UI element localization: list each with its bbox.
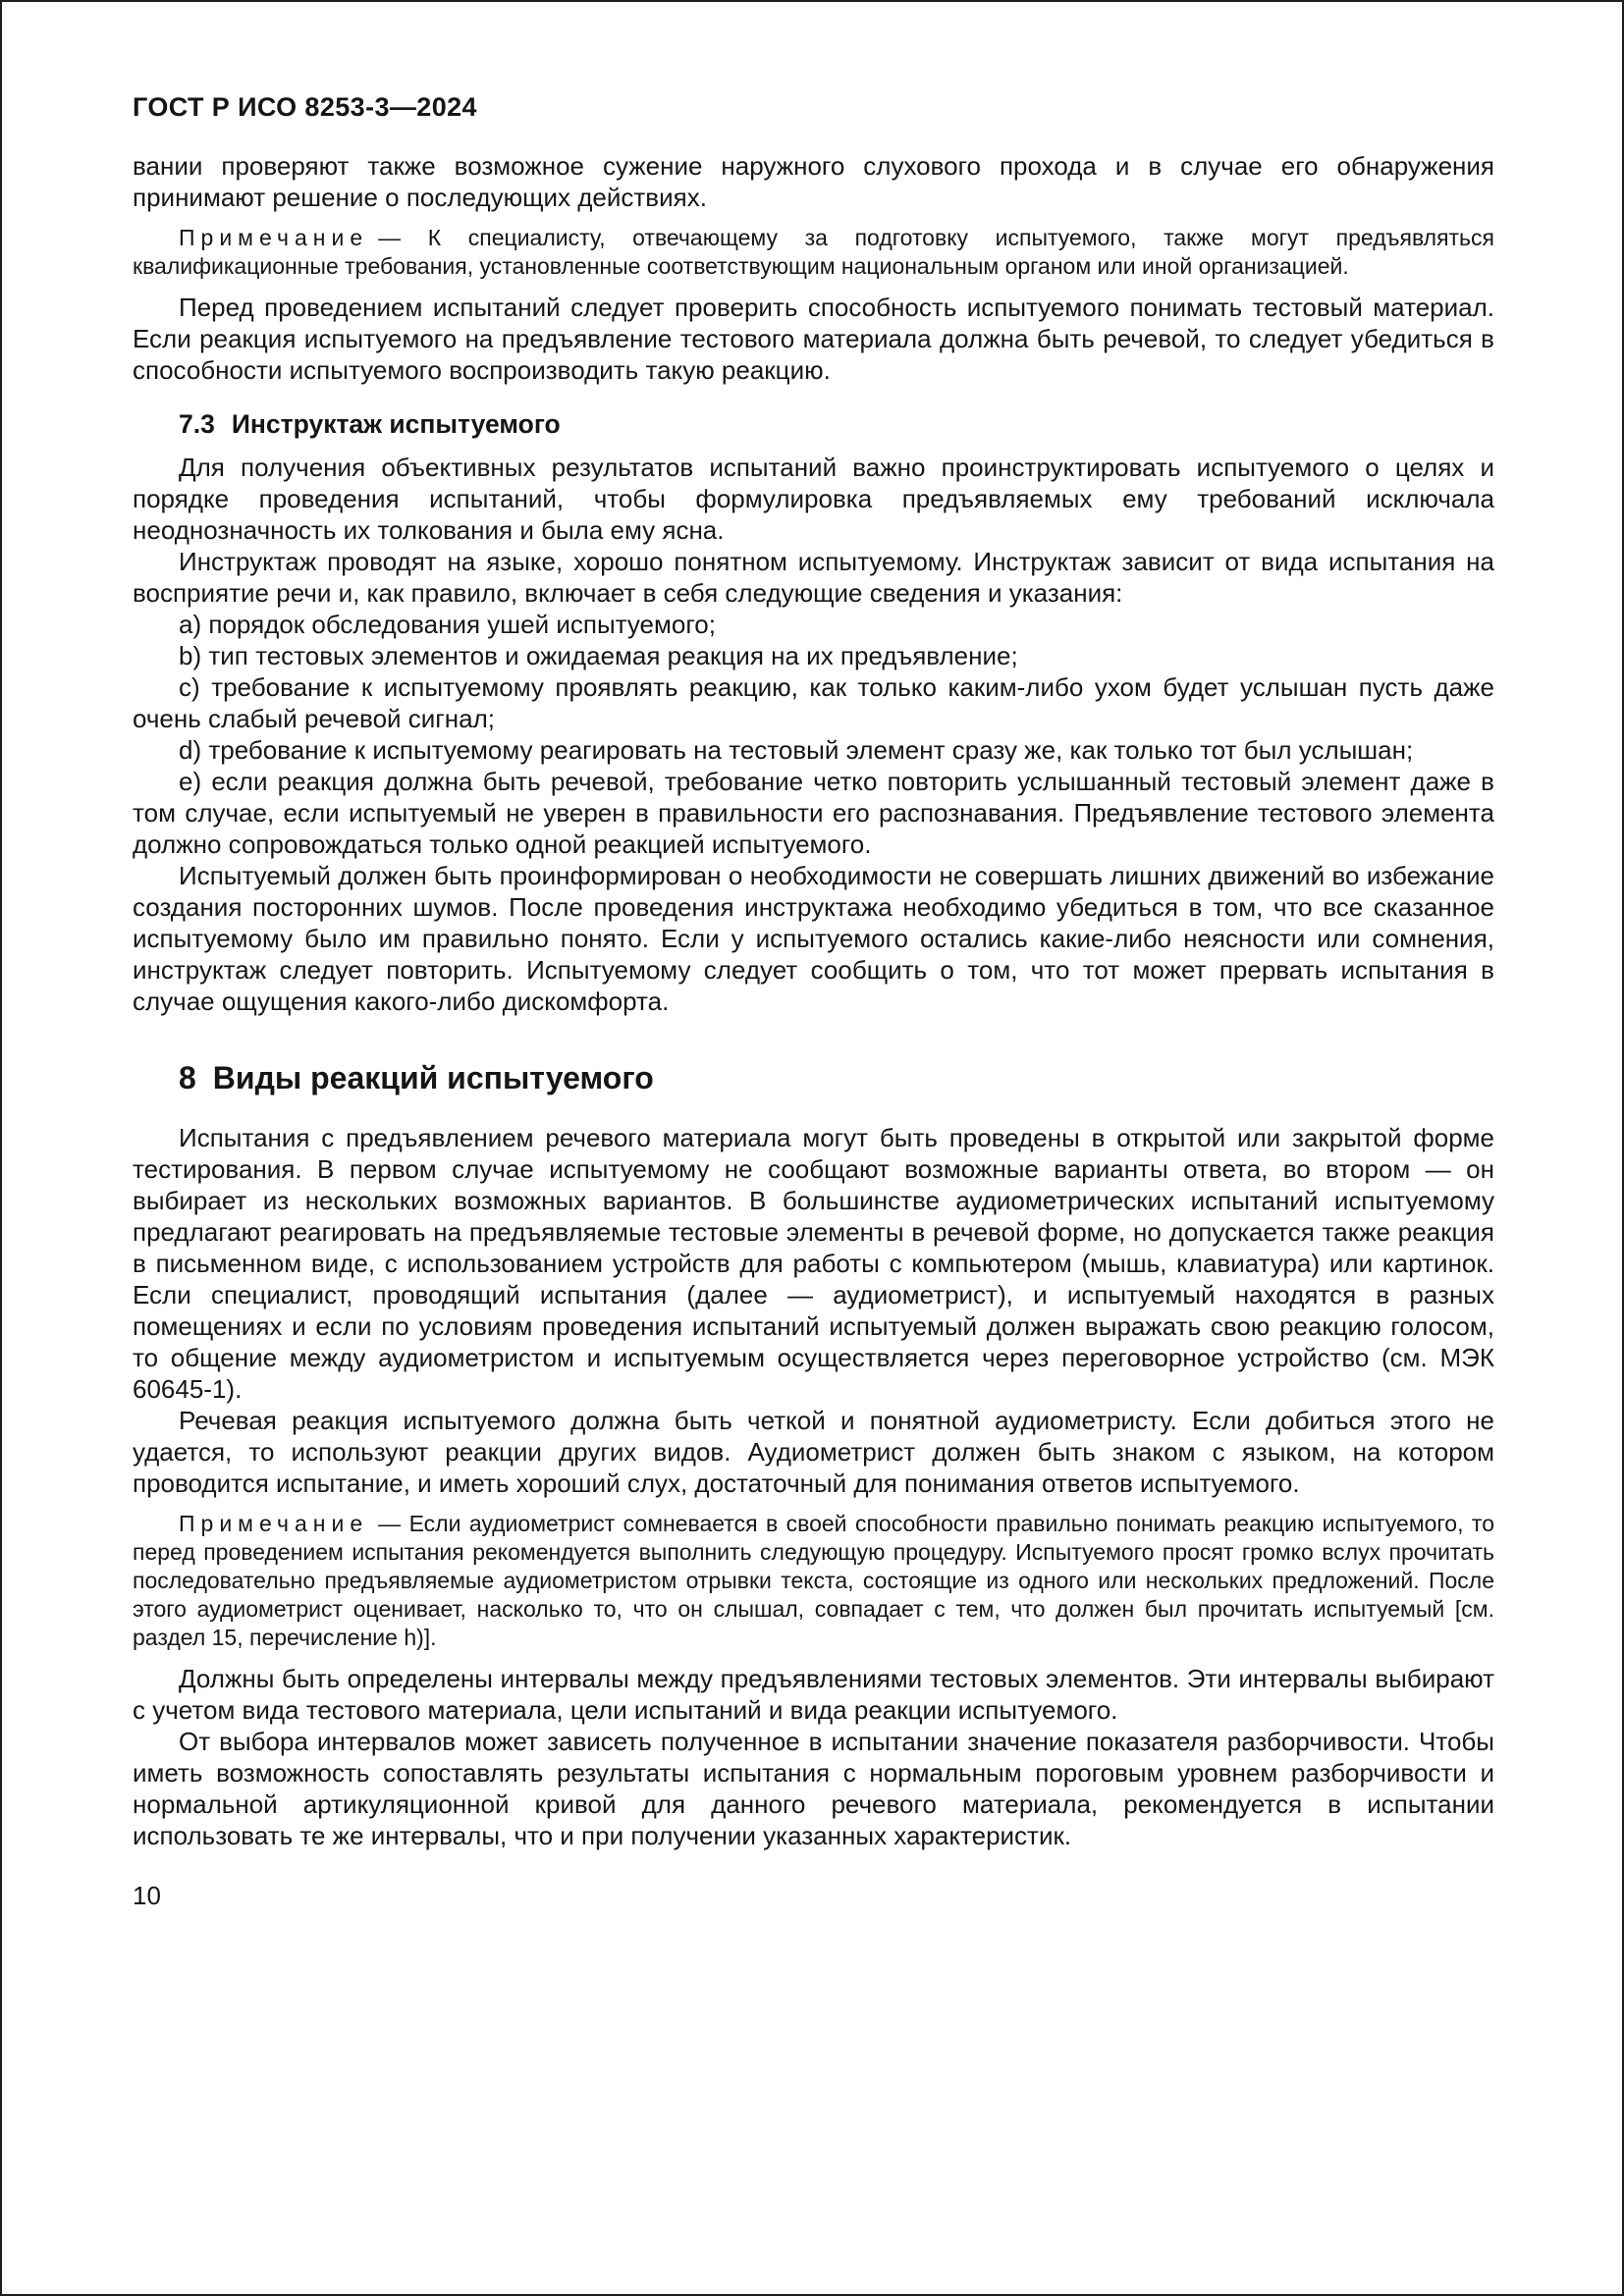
paragraph: Речевая реакция испытуемого должна быть четкой и понятной аудиометристу. Если добиться этого не удается, то используют реакции других видов. Аудиометрист должен быть знаком с языком, на котором проводится испытание, и иметь хороший слух, достаточный для понимания ответов испытуемого. xyxy=(133,1406,1494,1498)
section-title: Виды реакций испытуемого xyxy=(212,1060,654,1095)
list-item xyxy=(133,671,1494,734)
list-item-marker: a) xyxy=(179,610,202,639)
list-item xyxy=(133,640,1494,671)
section-heading xyxy=(133,1060,1494,1096)
document-body xyxy=(133,150,1494,1851)
paragraph: Для получения объективных результатов испытаний важно проинструктировать испытуемого о целях и порядке проведения испытаний, чтобы формулировка предъявляемых ему требований исключала неоднозначность их толкования и была ему ясна. xyxy=(133,453,1494,545)
section-number: 8 xyxy=(179,1060,196,1095)
list-item-text: требование к испытуемому реагировать на тестовый элемент сразу же, как только тот был услышан; xyxy=(208,735,1414,765)
page-footer xyxy=(133,1881,1494,1911)
page-number: 10 xyxy=(133,1881,161,1910)
list-item-text: порядок обследования ушей испытуемого; xyxy=(208,610,716,639)
list-item-text: тип тестовых элементов и ожидаемая реакция на их предъявление; xyxy=(208,641,1018,670)
note-label: Примечание xyxy=(179,225,369,250)
document-code: ГОСТ Р ИСО 8253-3—2024 xyxy=(133,92,477,122)
note xyxy=(133,1510,1494,1652)
subsection-number: 7.3 xyxy=(179,409,215,439)
document-header xyxy=(133,92,1494,123)
paragraph: Испытуемый должен быть проинформирован о необходимости не совершать лишних движений во избежание создания посторонних шумов. После проведения инструктажа необходимо убедиться в том, что все сказанное испытуемому было им правильно понято. Если у испытуемого остались какие-либо неясности или сомнения, инструктаж следует повторить. Испытуемому следует сообщить о том, что тот может прервать испытания в случае ощущения какого-либо дискомфорта. xyxy=(133,861,1494,1016)
list-item-text: требование к испытуемому проявлять реакцию, как только каким-либо ухом будет услышан пусть даже очень слабый речевой сигнал; xyxy=(133,672,1494,733)
page-content xyxy=(2,2,1622,1911)
note xyxy=(133,224,1494,281)
list-item-text: если реакция должна быть речевой, требование четко повторить услышанный тестовый элемент даже в том случае, если испытуемый не уверен в правильности его распознавания. Предъявление тестового элемента должно сопровождаться только одной реакцией испытуемого. xyxy=(133,767,1494,859)
list-item-marker: c) xyxy=(179,672,200,702)
paragraph: вании проверяют также возможное сужение наружного слухового прохода и в случае его обнаружения принимают решение о последующих действиях. xyxy=(133,151,1494,212)
list-item xyxy=(133,766,1494,860)
subsection-heading xyxy=(133,409,1494,440)
paragraph: Инструктаж проводят на языке, хорошо понятном испытуемому. Инструктаж зависит от вида испытания на восприятие речи и, как правило, включает в себя следующие сведения и указания: xyxy=(133,547,1494,608)
list-item-marker: e) xyxy=(179,767,202,796)
list-item xyxy=(133,734,1494,766)
list-item-marker: d) xyxy=(179,735,202,765)
paragraph: Испытания с предъявлением речевого материала могут быть проведены в открытой или закрытой форме тестирования. В первом случае испытуемому не сообщают возможные варианты ответа, во втором — он выбирает из нескольких возможных вариантов. В большинстве аудиометрических испытаний испытуемому предлагают реагировать на предъявляемые тестовые элементы в речевой форме, но допускается также реакция в письменном виде, с использованием устройств для работы с компьютером (мышь, клавиатура) или картинок. Если специалист, проводящий испытания (далее — аудиометрист), и испытуемый находятся в разных помещениях и если по условиям проведения испытаний испытуемый должен выражать свою реакцию голосом, то общение между аудиометристом и испытуемым осуществляется через переговорное устройство (см. МЭК 60645-1). xyxy=(133,1123,1494,1404)
list-item-marker: b) xyxy=(179,641,202,670)
list-item xyxy=(133,609,1494,640)
paragraph: Должны быть определены интервалы между предъявлениями тестовых элементов. Эти интервалы выбирают с учетом вида тестового материала, цели испытаний и вида реакции испытуемого. xyxy=(133,1664,1494,1725)
paragraph: Перед проведением испытаний следует проверить способность испытуемого понимать тестовый материал. Если реакция испытуемого на предъявление тестового материала должна быть речевой, то следует убедиться в способности испытуемого воспроизводить такую реакцию. xyxy=(133,293,1494,385)
subsection-title: Инструктаж испытуемого xyxy=(231,409,561,439)
note-text: — К специалисту, отвечающему за подготовку испытуемого, также могут предъявляться квалификационные требования, установленные соответствующим национальным органом или иной организацией. xyxy=(133,225,1494,279)
paragraph: От выбора интервалов может зависеть полученное в испытании значение показателя разборчивости. Чтобы иметь возможность сопоставлять результаты испытания с нормальным пороговым уровнем разборчивости и нормальной артикуляционной кривой для данного речевого материала, рекомендуется в испытании использовать те же интервалы, что и при получении указанных характеристик. xyxy=(133,1727,1494,1850)
note-text: — Если аудиометрист сомневается в своей способности правильно понимать реакцию испытуемого, то перед проведением испытания рекомендуется выполнить следующую процедуру. Испытуемого просят громко вслух прочитать последовательно предъявляемые аудиометристом отрывки текста, состоящие из одного или нескольких предложений. После этого аудиометрист оценивает, насколько то, что он слышал, совпадает с тем, что должен был прочитать испытуемый [см. раздел 15, перечисление h)]. xyxy=(133,1511,1494,1650)
note-label: Примечание xyxy=(179,1511,369,1536)
